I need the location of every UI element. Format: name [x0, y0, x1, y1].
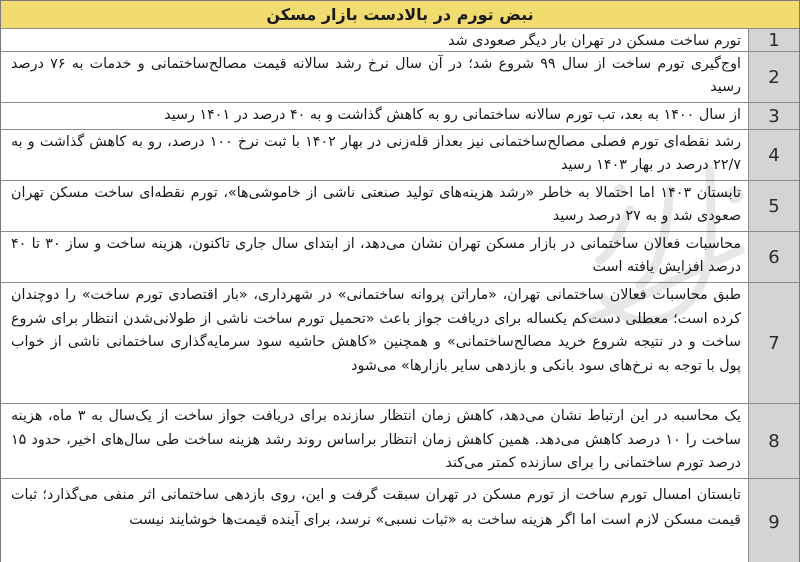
table-row-7	[1, 283, 799, 404]
row-text-2: اوج‌گیری تورم ساخت از سال ۹۹ شروع شد؛ در آن سال نرخ رشد سالانه قیمت مصالح‌ساختمانی و خدمات به ۷۶ درصد رسید	[1, 52, 748, 102]
table-row-9	[1, 479, 799, 562]
row-number-3: 3	[748, 103, 799, 129]
row-number-1: 1	[748, 29, 799, 51]
row-text-6: محاسبات فعالان ساختمانی در بازار مسکن تهران نشان می‌دهد، از ابتدای سال جاری تاکنون، هزینه ساخت و ساز ۳۰ تا ۴۰ درصد افزایش یافته است	[1, 232, 748, 282]
row-number-9: 9	[748, 479, 799, 562]
row-text-5: تابستان ۱۴۰۳ اما احتمالا به خاطر «رشد هزینه‌های تولید صنعتی ناشی از خاموشی‌ها»، تورم نقطه‌ای ساخت مسکن تهران صعودی شد و به ۲۷ درصد رسید	[1, 181, 748, 231]
table-row-6	[1, 232, 799, 283]
row-number-2: 2	[748, 52, 799, 102]
table-row-4	[1, 130, 799, 181]
row-number-6: 6	[748, 232, 799, 282]
row-text-1: تورم ساخت مسکن در تهران بار دیگر صعودی شد	[1, 29, 748, 51]
table-row-1	[1, 29, 799, 52]
table-row-5	[1, 181, 799, 232]
table-row-8	[1, 404, 799, 479]
row-text-9: تابستان امسال تورم ساخت از تورم مسکن در تهران سبقت گرفت و این، روی بازدهی ساختمانی اثر منفی می‌گذارد؛ ثبات قیمت مسکن لازم است اما اگر هزینه ساخت به «ثبات نسبی» نرسد، برای آینده قیمت‌ها خوشایند نیست	[1, 479, 748, 562]
row-number-8: 8	[748, 404, 799, 478]
row-number-4: 4	[748, 130, 799, 180]
row-text-7: طبق محاسبات فعالان ساختمانی تهران، «ماراتن پروانه ساختمانی» در شهرداری، «بار اقتصادی تورم ساخت» را دوچندان کرده است؛ معطلی دست‌کم یکساله برای دریافت جواز باعث «تحمیل تورم ساخت ناشی از طولانی‌شدن انتظار برای شروع ساخت و در نتیجه شروع خرید مصالح‌ساختمانی» و همچنین «کاهش حاشیه سود سرمایه‌گذاری ساختمانی ناشی از خواب پول با توجه به نرخ‌های سود بانکی و بازدهی سایر بازارها» می‌شود	[1, 283, 748, 403]
row-text-8: یک محاسبه در این ارتباط نشان می‌دهد، کاهش زمان انتظار سازنده برای دریافت جواز ساخت از یک‌سال به ۳ ماه، هزینه ساخت را ۱۰ درصد کاهش می‌دهد. همین کاهش زمان انتظار براساس روند رشد هزینه ساخت طی سال‌های اخیر، حدود ۱۵ درصد تورم ساختمانی را برای سازنده کمتر می‌کند	[1, 404, 748, 478]
table-body	[1, 29, 799, 562]
row-number-7: 7	[748, 283, 799, 403]
table-title: نبض تورم در بالادست بازار مسکن	[1, 1, 799, 29]
row-text-4: رشد نقطه‌ای تورم فصلی مصالح‌ساختمانی نیز بعداز قله‌زنی در بهار ۱۴۰۲ با ثبت نرخ ۱۰۰ درصد، رو به کاهش گذاشت و به ۲۲/۷ درصد در بهار ۱۴۰۳ رسید	[1, 130, 748, 180]
table-row-2	[1, 52, 799, 103]
table-row-3	[1, 103, 799, 130]
row-text-3: از سال ۱۴۰۰ به بعد، تب تورم سالانه ساختمانی رو به کاهش گذاشت و به ۴۰ درصد در ۱۴۰۱ رسید	[1, 103, 748, 129]
row-number-5: 5	[748, 181, 799, 231]
